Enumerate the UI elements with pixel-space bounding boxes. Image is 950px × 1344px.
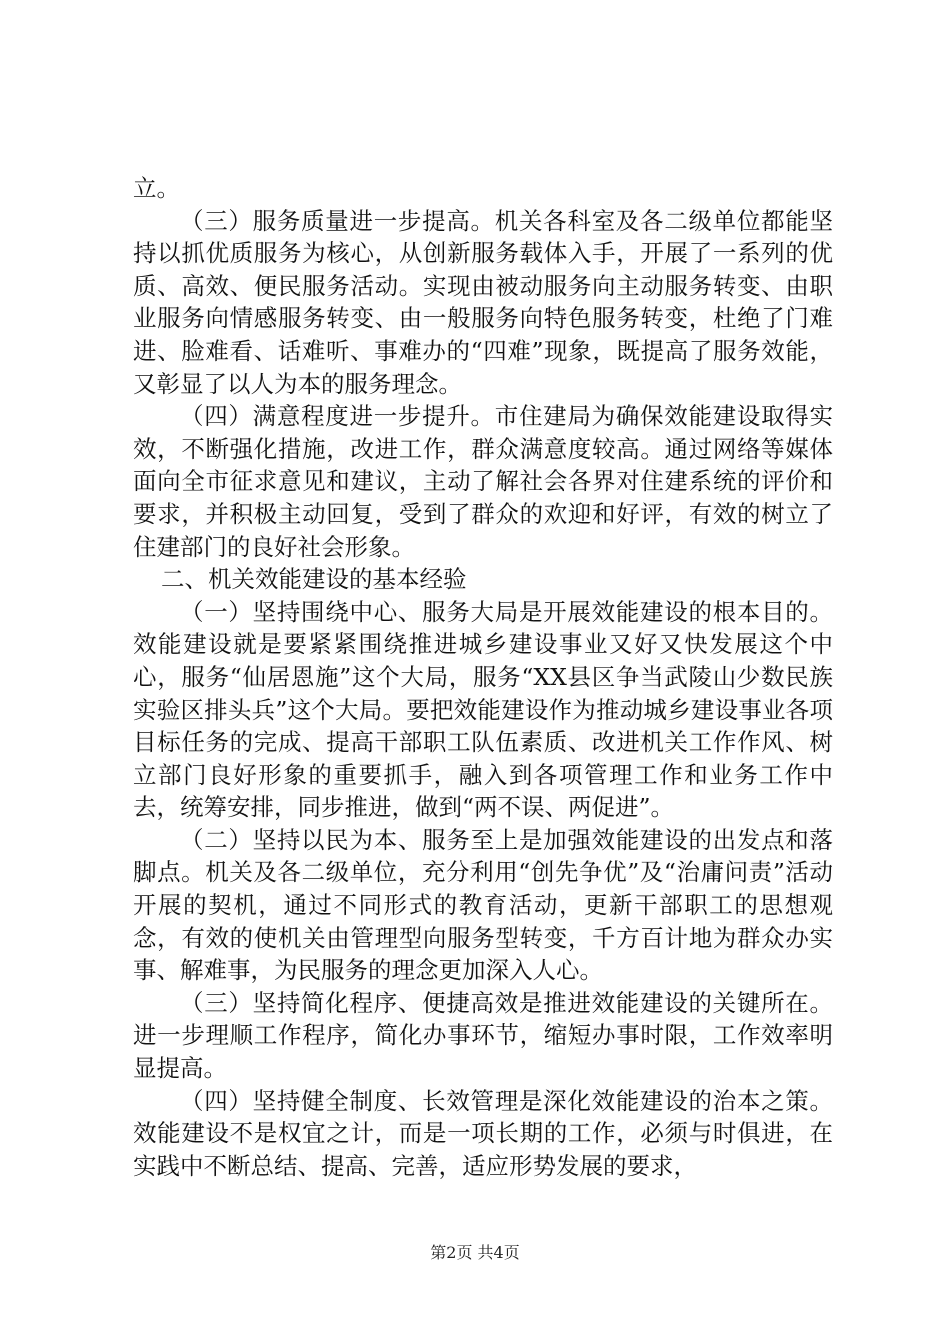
paragraph-experience-4: （四）坚持健全制度、长效管理是深化效能建设的治本之策。效能建设不是权宜之计，而是一项长期的工作，必须与时俱进，在实践中不断总结、提高、完善，适应形势发展的要求， — [133, 1086, 833, 1180]
document-body — [133, 172, 833, 1182]
paragraph-service-quality: （三）服务质量进一步提高。机关各科室及各二级单位都能坚持以抓优质服务为核心，从创新服务载体入手，开展了一系列的优质、高效、便民服务活动。实现由被动服务向主动服务转变、由职业服务向情感服务转变、由一般服务向特色服务转变，杜绝了门难进、脸难看、话难听、事难办的“四难”现象，既提高了服务效能，又彰显了以人为本的服务理念。 — [133, 206, 833, 398]
page-number: 第2页 共4页 — [430, 1243, 520, 1262]
section-heading: 二、机关效能建设的基本经验 — [161, 565, 467, 594]
paragraph-experience-2: （二）坚持以民为本、服务至上是加强效能建设的出发点和落脚点。机关及各二级单位，充分利用“创先争优”及“治庸问责”活动开展的契机，通过不同形式的教育活动，更新干部职工的思想观念，有效的使机关由管理型向服务型转变，千方百计地为群众办实事、解难事，为民服务的理念更加深入人心。 — [133, 825, 833, 985]
paragraph-experience-3: （三）坚持简化程序、便捷高效是推进效能建设的关键所在。进一步理顺工作程序，简化办事环节，缩短办事时限，工作效率明显提高。 — [133, 988, 833, 1083]
paragraph-satisfaction: （四）满意程度进一步提升。市住建局为确保效能建设取得实效，不断强化措施，改进工作，群众满意度较高。通过网络等媒体面向全市征求意见和建议，主动了解社会各界对住建系统的评价和要求，并积极主动回复，受到了群众的欢迎和好评，有效的树立了住建部门的良好社会形象。 — [133, 402, 833, 561]
paragraph-continuation: 立。 — [133, 174, 180, 202]
page-footer — [0, 1242, 950, 1264]
paragraph-experience-1: （一）坚持围绕中心、服务大局是开展效能建设的根本目的。效能建设就是要紧紧围绕推进城乡建设事业又好又快发展这个中心，服务“仙居恩施”这个大局，服务“XX县区争当武陵山少数民族实验区排头兵”这个大局。要把效能建设作为推动城乡建设事业各项目标任务的完成、提高干部职工队伍素质、改进机关工作作风、树立部门良好形象的重要抓手，融入到各项管理工作和业务工作中去，统筹安排，同步推进，做到“两不误、两促进”。 — [133, 597, 833, 822]
